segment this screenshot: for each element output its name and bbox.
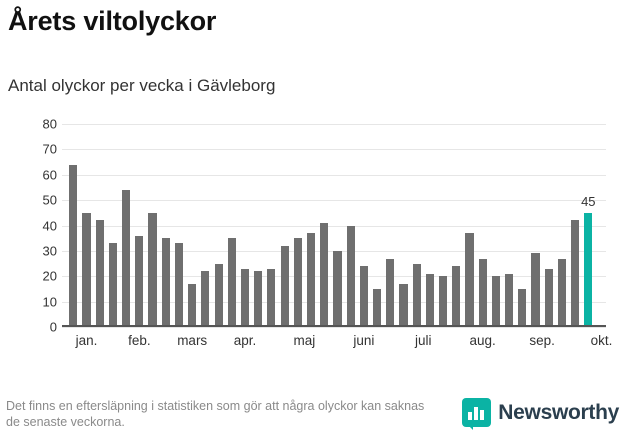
bar	[360, 266, 368, 327]
chart-subtitle: Antal olyckor per vecka i Gävleborg	[8, 76, 276, 95]
bar	[148, 213, 156, 327]
bar	[465, 233, 473, 327]
bar	[413, 264, 421, 327]
y-axis-tick-label: 60	[42, 167, 57, 183]
bar	[373, 289, 381, 327]
brand-name: Newsworthy	[498, 400, 619, 424]
bar	[267, 269, 275, 327]
bar	[558, 259, 566, 328]
bar	[399, 284, 407, 327]
x-axis-tick-label: sep.	[529, 333, 555, 348]
bar	[426, 274, 434, 327]
bar	[241, 269, 249, 327]
newsworthy-mark-icon	[462, 398, 491, 427]
y-axis-tick-label: 20	[42, 268, 57, 284]
bar-chart	[0, 118, 631, 363]
bar	[96, 220, 104, 327]
brand-logo	[462, 398, 619, 427]
y-axis-tick-label: 0	[49, 319, 57, 335]
bar	[518, 289, 526, 327]
x-axis-tick-label: juni	[353, 333, 375, 348]
bar	[228, 238, 236, 327]
bar	[347, 226, 355, 328]
bar	[479, 259, 487, 328]
bar	[175, 243, 183, 327]
page-title: Årets viltolyckor	[8, 6, 217, 36]
gridline	[62, 327, 606, 328]
bar	[162, 238, 170, 327]
bar	[82, 213, 90, 327]
bar	[281, 246, 289, 327]
bar	[439, 276, 447, 327]
bar	[109, 243, 117, 327]
bar	[545, 269, 553, 327]
x-axis-tick-label: juli	[414, 333, 432, 348]
x-axis-tick-label: aug.	[469, 333, 496, 348]
bar-series	[62, 124, 606, 327]
bar	[135, 236, 143, 327]
x-axis-tick-label: jan.	[75, 333, 98, 348]
x-axis-tick-label: okt.	[590, 333, 613, 348]
y-axis-tick-label: 70	[42, 141, 57, 157]
x-axis-tick-label: feb.	[128, 333, 151, 348]
bar	[531, 253, 539, 327]
bar	[320, 223, 328, 327]
bar-value-label: 45	[581, 193, 596, 209]
y-axis-tick-label: 30	[42, 243, 57, 259]
bar	[69, 165, 77, 327]
x-axis-tick-label: mars	[177, 333, 208, 348]
bar	[294, 238, 302, 327]
plot-area	[62, 124, 606, 327]
footnote: Det finns en eftersläpning i statistiken som gör att några olyckor kan saknas de senaste veckorna.	[6, 399, 425, 429]
bar	[492, 276, 500, 327]
x-axis-tick-label: apr.	[233, 333, 257, 348]
y-axis-tick-label: 50	[42, 192, 57, 208]
bar	[254, 271, 262, 327]
bar	[307, 233, 315, 327]
bar	[452, 266, 460, 327]
bar	[584, 213, 592, 327]
x-axis-tick-label: maj	[293, 333, 316, 348]
bar	[188, 284, 196, 327]
bar	[201, 271, 209, 327]
bar	[571, 220, 579, 327]
y-axis-tick-label: 80	[42, 116, 57, 132]
y-axis-tick-label: 40	[42, 218, 57, 233]
bar	[122, 190, 130, 327]
bar	[505, 274, 513, 327]
bar	[386, 259, 394, 328]
bar	[215, 264, 223, 327]
bar	[333, 251, 341, 327]
x-axis-line	[62, 325, 606, 327]
x-axis-labels	[62, 333, 613, 357]
y-axis-tick-label: 10	[42, 294, 57, 310]
